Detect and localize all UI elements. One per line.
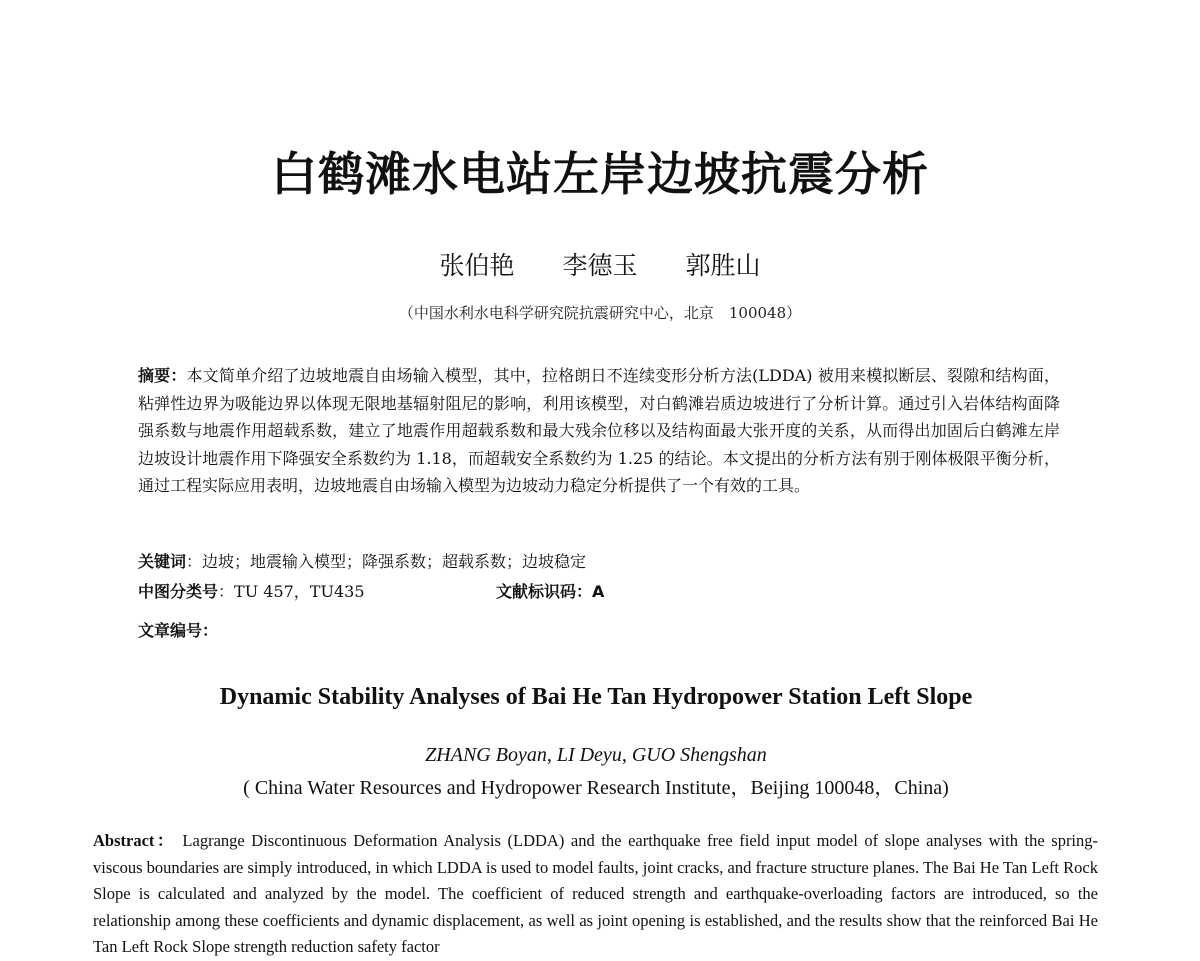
article-no-label: 文章编号： xyxy=(138,621,219,640)
abstract-en-text: Lagrange Discontinuous Deformation Analysis (LDDA) and the earthquake free field input model of slope analyses with the spring-viscous boundaries are simply introduced, in which LDDA is used to model faults, joint cracks, and fracture structure planes. The Bai He Tan Left Rock Slope is calculated and analyzed by the model. The coefficient of reduced strength and earthquake-overloading factors are introduced, so the relationship among these coefficients and dynamic displacement, as well as joint opening is established, and the results show that the reinforced Bai He Tan Left Rock Slope strength reduction safety factor xyxy=(93,831,1099,956)
classification-line xyxy=(138,579,1058,602)
affiliation-cn: （中国水利水电科学研究院抗震研究中心，北京 100048） xyxy=(398,304,802,322)
doc-code xyxy=(496,579,604,602)
clc-label: 中图分类号 xyxy=(138,582,219,601)
abstract-cn-label: 摘要： xyxy=(138,366,187,385)
keywords-label: 关键词 xyxy=(138,552,187,571)
paper-title-cn: 白鹤滩水电站左岸边坡抗震分析 xyxy=(271,147,929,201)
affiliation-en: ( China Water Resources and Hydropower Research Institute，Beijing 100048，China) xyxy=(243,777,949,799)
doc-code-value: A xyxy=(592,582,605,601)
article-number xyxy=(138,618,218,641)
keywords-text: ：边坡；地震输入模型；降强系数；超载系数；边坡稳定 xyxy=(186,552,587,571)
clc-text: ：TU 457，TU435 xyxy=(218,582,365,601)
abstract-cn-text: 本文简单介绍了边坡地震自由场输入模型，其中，拉格朗日不连续变形分析方法(LDDA) 被用来模拟断层、裂隙和结构面，粘弹性边界为吸能边界以体现无限地基辐射阻尼的影响，利用该模型，对白鹤滩岩质边坡进行了分析计算。通过引入岩体结构面降强系数与地震作用超载系数，建立了地震作用超载系数和最大残余位移以及结构面最大张开度的关系，从而得出加固后白鹤滩左岸边坡设计地震作用下降强安全系数约为 1.18，而超载安全系数约为 1.25 的结论。本文提出的分析方法有别于刚体极限平衡分析，通过工程实际应用表明，边坡地震自由场输入模型为边坡动力稳定分析提供了一个有效的工具。 xyxy=(138,366,1060,495)
keywords-cn xyxy=(138,549,586,572)
abstract-en xyxy=(93,828,1098,961)
abstract-cn xyxy=(138,362,1060,500)
authors-cn: 张伯艳 李德玉 郭胜山 xyxy=(439,251,761,280)
paper-title-en: Dynamic Stability Analyses of Bai He Tan Hydropower Station Left Slope xyxy=(219,684,973,710)
doc-code-label: 文献标识码： xyxy=(496,582,593,601)
authors-en: ZHANG Boyan, LI Deyu, GUO Shengshan xyxy=(425,744,767,766)
abstract-en-label: Abstract： xyxy=(93,831,176,850)
